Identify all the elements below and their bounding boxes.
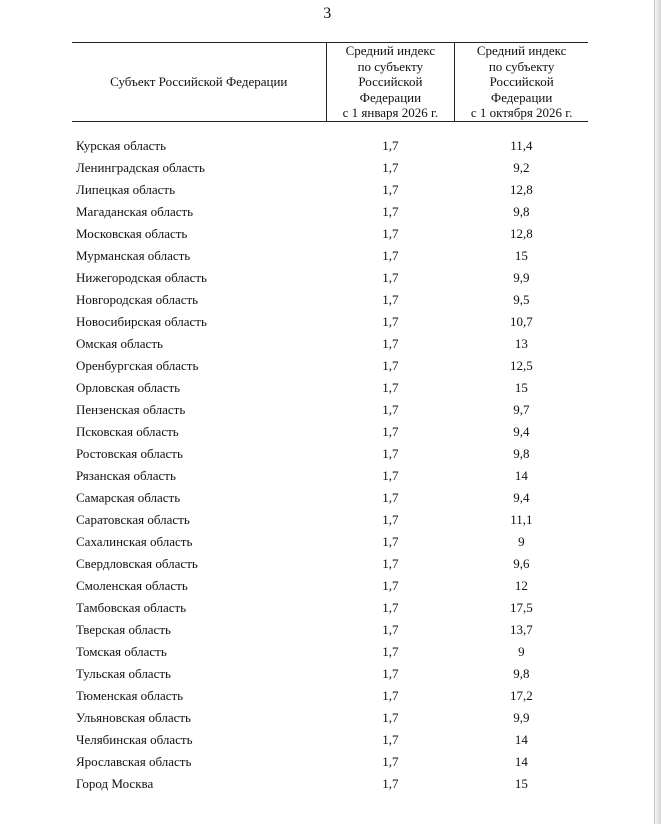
index-jan-cell: 1,7 [382, 688, 399, 703]
index-jan-cell: 1,7 [382, 710, 399, 725]
region-cell: Ростовская область [76, 446, 183, 461]
index-oct-cell: 9,4 [513, 490, 530, 505]
header-avg-jan-line: с 1 января 2026 г. [342, 105, 439, 121]
index-oct-cell: 11,1 [510, 512, 533, 527]
table-row [72, 443, 588, 465]
index-jan-cell: 1,7 [382, 468, 399, 483]
table-row [72, 641, 588, 663]
header-avg-jan-line: Федерации [359, 89, 422, 105]
table-row [72, 707, 588, 729]
index-oct-cell: 9 [518, 644, 525, 659]
index-jan-cell: 1,7 [382, 204, 399, 219]
table-row [72, 663, 588, 685]
table-spacer [72, 122, 588, 136]
region-cell: Рязанская область [76, 468, 176, 483]
table-row [72, 333, 588, 355]
table-row [72, 575, 588, 597]
header-avg-oct-line: Средний индекс [476, 43, 567, 59]
index-jan-cell: 1,7 [382, 490, 399, 505]
region-cell: Томская область [76, 644, 167, 659]
index-oct-cell: 17,5 [510, 600, 533, 615]
index-jan-cell: 1,7 [382, 226, 399, 241]
table-row [72, 179, 588, 201]
index-oct-cell: 12,8 [510, 226, 533, 241]
header-avg-oct-line: по субъекту [488, 58, 555, 74]
region-cell: Нижегородская область [76, 270, 207, 285]
index-oct-cell: 9,9 [513, 710, 530, 725]
index-oct-cell: 9,8 [513, 204, 530, 219]
table-row [72, 773, 588, 795]
index-oct-cell: 12,8 [510, 182, 533, 197]
region-cell: Город Москва [76, 776, 154, 791]
spacer-row [72, 122, 588, 136]
index-oct-cell: 11,4 [510, 138, 533, 153]
spacer-cell [72, 122, 588, 136]
region-cell: Омская область [76, 336, 163, 351]
index-jan-cell: 1,7 [382, 754, 399, 769]
index-jan-cell: 1,7 [382, 292, 399, 307]
region-cell: Московская область [76, 226, 188, 241]
index-jan-cell: 1,7 [382, 556, 399, 571]
table-row [72, 245, 588, 267]
window-edge [654, 0, 661, 824]
index-jan-cell: 1,7 [382, 534, 399, 549]
index-jan-cell: 1,7 [382, 512, 399, 527]
table-row [72, 201, 588, 223]
header-avg-jan-line: Российской [358, 74, 423, 90]
region-cell: Новосибирская область [76, 314, 207, 329]
table-row [72, 377, 588, 399]
table-row [72, 311, 588, 333]
index-table [72, 42, 588, 795]
table-row [72, 597, 588, 619]
index-oct-cell: 9,4 [513, 424, 530, 439]
region-cell: Ульяновская область [76, 710, 191, 725]
index-jan-cell: 1,7 [382, 622, 399, 637]
index-jan-cell: 1,7 [382, 336, 399, 351]
index-oct-cell: 9,5 [513, 292, 530, 307]
region-cell: Челябинская область [76, 732, 193, 747]
table-row [72, 619, 588, 641]
index-jan-cell: 1,7 [382, 402, 399, 417]
index-jan-cell: 1,7 [382, 380, 399, 395]
region-cell: Оренбургская область [76, 358, 199, 373]
region-cell: Ленинградская область [76, 160, 205, 175]
table-row [72, 487, 588, 509]
header-avg-oct [455, 43, 588, 122]
index-oct-cell: 9 [518, 534, 525, 549]
table-row [72, 509, 588, 531]
table-row [72, 729, 588, 751]
index-jan-cell: 1,7 [382, 248, 399, 263]
header-avg-oct-line: Федерации [490, 89, 553, 105]
region-cell: Псковская область [76, 424, 179, 439]
region-cell: Ярославская область [76, 754, 192, 769]
region-cell: Тульская область [76, 666, 171, 681]
index-oct-cell: 9,9 [513, 270, 530, 285]
index-jan-cell: 1,7 [382, 644, 399, 659]
header-avg-jan [326, 43, 455, 122]
index-jan-cell: 1,7 [382, 578, 399, 593]
index-oct-cell: 9,8 [513, 666, 530, 681]
index-jan-cell: 1,7 [382, 446, 399, 461]
index-oct-cell: 15 [514, 248, 528, 263]
table-row [72, 399, 588, 421]
header-row [72, 43, 588, 122]
table-row [72, 465, 588, 487]
index-oct-cell: 13 [514, 336, 528, 351]
index-oct-cell: 9,2 [513, 160, 530, 175]
table-row [72, 355, 588, 377]
table-row [72, 553, 588, 575]
index-jan-cell: 1,7 [382, 666, 399, 681]
index-oct-cell: 12,5 [510, 358, 533, 373]
header-avg-oct-line: Российской [489, 74, 554, 90]
region-cell: Курская область [76, 138, 167, 153]
index-oct-cell: 14 [514, 754, 528, 769]
index-oct-cell: 9,8 [513, 446, 530, 461]
table-row [72, 289, 588, 311]
page-number: 3 [323, 5, 332, 22]
table-header [72, 43, 588, 122]
table-row [72, 223, 588, 245]
header-region: Субъект Российской Федерации [110, 74, 288, 90]
index-jan-cell: 1,7 [382, 776, 399, 791]
table-row [72, 685, 588, 707]
region-cell: Саратовская область [76, 512, 190, 527]
index-oct-cell: 15 [514, 380, 528, 395]
region-cell: Тамбовская область [76, 600, 187, 615]
index-jan-cell: 1,7 [382, 424, 399, 439]
region-cell: Тюменская область [76, 688, 184, 703]
index-oct-cell: 15 [514, 776, 528, 791]
index-oct-cell: 9,7 [513, 402, 530, 417]
index-jan-cell: 1,7 [382, 358, 399, 373]
region-cell: Свердловская область [76, 556, 198, 571]
index-jan-cell: 1,7 [382, 138, 399, 153]
region-cell: Орловская область [76, 380, 181, 395]
table-row [72, 267, 588, 289]
region-cell: Мурманская область [76, 248, 191, 263]
table-row [72, 531, 588, 553]
index-oct-cell: 10,7 [510, 314, 533, 329]
header-avg-jan-line: по субъекту [357, 58, 424, 74]
index-oct-cell: 14 [514, 468, 528, 483]
index-oct-cell: 17,2 [510, 688, 533, 703]
table-row [72, 421, 588, 443]
index-oct-cell: 13,7 [510, 622, 533, 637]
region-cell: Сахалинская область [76, 534, 193, 549]
index-oct-cell: 9,6 [513, 556, 530, 571]
index-jan-cell: 1,7 [382, 732, 399, 747]
region-cell: Липецкая область [76, 182, 176, 197]
header-avg-oct-line: с 1 октября 2026 г. [470, 105, 573, 121]
table-row [72, 157, 588, 179]
region-cell: Смоленская область [76, 578, 188, 593]
header-avg-jan-line: Средний индекс [345, 43, 436, 59]
region-cell: Пензенская область [76, 402, 186, 417]
table-row [72, 135, 588, 157]
table-row [72, 751, 588, 773]
index-oct-cell: 14 [514, 732, 528, 747]
index-jan-cell: 1,7 [382, 160, 399, 175]
region-cell: Новгородская область [76, 292, 199, 307]
index-jan-cell: 1,7 [382, 182, 399, 197]
region-cell: Самарская область [76, 490, 181, 505]
table-body [72, 135, 588, 795]
index-oct-cell: 12 [514, 578, 528, 593]
index-jan-cell: 1,7 [382, 600, 399, 615]
index-jan-cell: 1,7 [382, 314, 399, 329]
region-cell: Магаданская область [76, 204, 194, 219]
index-jan-cell: 1,7 [382, 270, 399, 285]
region-cell: Тверская область [76, 622, 171, 637]
